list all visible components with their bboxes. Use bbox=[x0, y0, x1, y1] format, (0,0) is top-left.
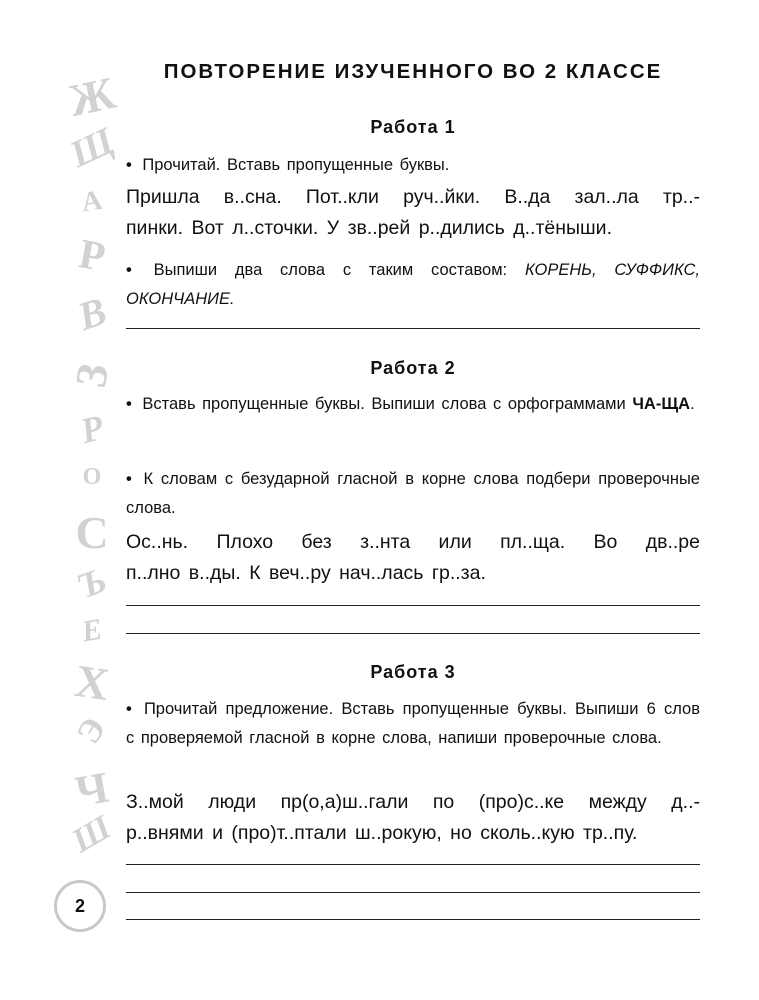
answer-line[interactable] bbox=[126, 892, 700, 893]
work-1-task-2-emphasis: КОРЕНЬ, СУФФИКС, ОКОНЧАНИЕ. bbox=[126, 261, 700, 308]
work-3-exercise-line-2: р..внями и (про)т..птали ш..рокую, но сколь..кую тр..пу. bbox=[126, 822, 638, 844]
bullet: • bbox=[126, 470, 132, 488]
work-3-exercise-line-1: З..мой люди пр(о,а)ш..гали по (про)с..ке между д..- bbox=[126, 791, 700, 813]
work-2-title: Работа 2 bbox=[370, 358, 456, 378]
margin-letter: Ч bbox=[71, 762, 113, 817]
margin-letter: Ж bbox=[64, 66, 120, 127]
margin-letter: О bbox=[82, 464, 102, 490]
answer-line[interactable] bbox=[126, 919, 700, 920]
bullet: • bbox=[126, 395, 132, 413]
work-2-task-1-strong: ЧА-ЩА bbox=[632, 395, 691, 413]
page-title: ПОВТОРЕНИЕ ИЗУЧЕННОГО ВО 2 КЛАССЕ bbox=[163, 60, 663, 83]
margin-letter: З bbox=[65, 359, 119, 392]
work-3-task-1-text: Прочитай предложение. Вставь пропущенные буквы. Выпиши 6 слов с проверяемой гласной в корне слова, напиши проверочные слова. bbox=[126, 700, 700, 747]
work-3-task-1 bbox=[126, 695, 700, 753]
answer-line[interactable] bbox=[126, 328, 700, 329]
answer-line[interactable] bbox=[126, 633, 700, 634]
work-2-exercise-line-1: Ос..нь. Плохо без з..нта или пл..ща. Во дв..ре bbox=[126, 531, 700, 553]
work-1-exercise-line-2: пинки. Вот л..сточки. У зв..рей р..дились д..тёныши. bbox=[126, 217, 612, 239]
work-3-title: Работа 3 bbox=[370, 662, 456, 682]
bullet: • bbox=[126, 261, 132, 279]
margin-letter: Ш bbox=[65, 808, 118, 861]
work-1-task-1-text: Прочитай. Вставь пропущенные буквы. bbox=[142, 156, 450, 174]
work-1-exercise-line-1: Пришла в..сна. Пот..кли руч..йки. В..да зал..ла тр..- bbox=[126, 186, 700, 208]
work-1-title: Работа 1 bbox=[370, 117, 456, 137]
bullet: • bbox=[126, 156, 132, 174]
bullet: • bbox=[126, 700, 132, 718]
margin-letter-column bbox=[62, 62, 122, 861]
margin-letter: Е bbox=[79, 612, 105, 649]
work-2-task-2 bbox=[126, 465, 700, 523]
work-2-task-1-text: Вставь пропущенные буквы. Выпиши слова с орфограммами bbox=[142, 395, 626, 413]
margin-letter: Х bbox=[71, 654, 112, 711]
page-number: 2 bbox=[54, 880, 106, 932]
margin-letter: Р bbox=[75, 231, 109, 281]
margin-letter: В bbox=[72, 287, 112, 340]
work-2-exercise-line-2: п..лно в..ды. К веч..ру нач..лась гр..за. bbox=[126, 562, 486, 584]
work-1-task-2-text: Выпиши два слова с таким составом: bbox=[153, 261, 508, 279]
answer-line[interactable] bbox=[126, 864, 700, 865]
margin-letter: С bbox=[75, 507, 109, 558]
margin-letter: Ъ bbox=[72, 559, 112, 607]
margin-letter: А bbox=[79, 184, 105, 219]
margin-letter: Щ bbox=[63, 119, 121, 177]
work-1-task-1 bbox=[126, 151, 700, 180]
work-2-task-1 bbox=[126, 390, 700, 419]
margin-letter: Р bbox=[76, 406, 108, 452]
work-2-task-1-end: . bbox=[690, 395, 695, 413]
work-2-task-2-text: К словам с безударной гласной в корне слова подбери проверочные слова. bbox=[126, 470, 700, 517]
answer-line[interactable] bbox=[126, 605, 700, 606]
margin-letter: Э bbox=[69, 711, 114, 750]
work-1-task-2 bbox=[126, 256, 700, 314]
